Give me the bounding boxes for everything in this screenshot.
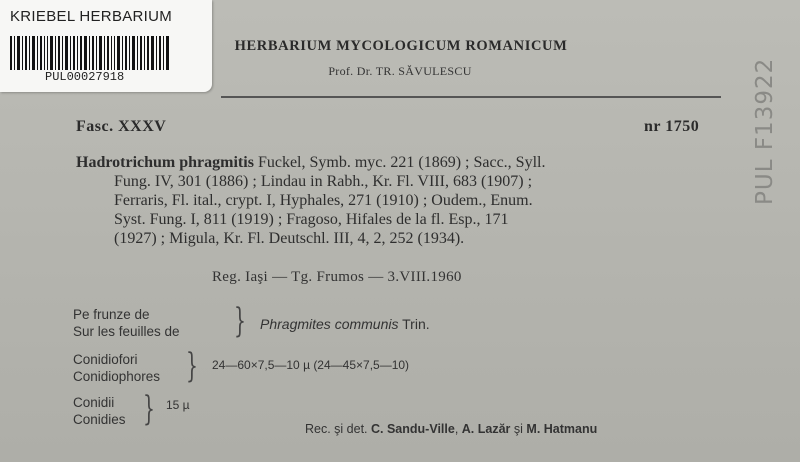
citation-line-3: Ferraris, Fl. ital., crypt. I, Hyphales, 271 (1910) ; Oudem., Enum. bbox=[114, 192, 533, 209]
collectors-line bbox=[305, 422, 597, 436]
herbarium-title: HERBARIUM MYCOLOGICUM ROMANICUM bbox=[234, 38, 568, 54]
conidia-label-ro: Conidii bbox=[73, 395, 115, 410]
collector-1: C. Sandu-Ville bbox=[371, 422, 455, 436]
collectors-sep-2: şi bbox=[510, 422, 527, 436]
conidia-label bbox=[73, 394, 126, 428]
collector-3: M. Hatmanu bbox=[526, 422, 598, 436]
handwritten-catalog-number: PUL F13922 bbox=[752, 57, 778, 205]
conidiophores-brace: } bbox=[186, 346, 198, 386]
host-label-fr: Sur les feuilles de bbox=[73, 324, 180, 339]
fascicle-label: Fasc. XXXV bbox=[76, 118, 167, 135]
citation-line-4: Syst. Fung. I, 811 (1919) ; Fragoso, Hifales de la fl. Esp., 171 bbox=[114, 211, 509, 228]
conidiophores-measure: 24—60×7,5—10 µ (24—45×7,5—10) bbox=[212, 358, 410, 372]
citation-line-5: (1927) ; Migula, Kr. Fl. Deutschl. III, 4, 2, 252 (1934). bbox=[114, 230, 465, 247]
host-label bbox=[73, 306, 180, 340]
taxonomic-citation bbox=[76, 153, 720, 248]
conidiophores-label-fr: Conidiophores bbox=[73, 369, 161, 384]
barcode-id: PUL00027918 bbox=[45, 70, 125, 84]
conidiophores-label bbox=[73, 351, 160, 385]
specimen-number: nr 1750 bbox=[644, 118, 700, 135]
collector-2: A. Lazăr bbox=[461, 422, 511, 436]
citation-line-1-rest: Fuckel, Symb. myc. 221 (1869) ; Sacc., Syll. bbox=[253, 154, 546, 171]
species-name: Hadrotrichum phragmitis bbox=[76, 154, 254, 171]
header-divider bbox=[221, 96, 721, 98]
host-name: Phragmites communis bbox=[260, 316, 399, 332]
host-author: Trin. bbox=[398, 316, 430, 332]
collectors-prefix: Rec. şi det. bbox=[305, 422, 371, 436]
conidia-label-fr: Conidies bbox=[73, 412, 126, 427]
barcode-image bbox=[10, 36, 170, 70]
conidia-measure: 15 µ bbox=[166, 398, 190, 412]
citation-line-2: Fung. IV, 301 (1886) ; Lindau in Rabh., Kr. Fl. VIII, 683 (1907) ; bbox=[114, 173, 533, 190]
host-brace: } bbox=[234, 301, 246, 341]
locality-date: Reg. Iaşi — Tg. Frumos — 3.VIII.1960 bbox=[212, 269, 462, 285]
collectors-sep-1: , bbox=[454, 422, 462, 436]
conidia-brace: } bbox=[143, 389, 155, 429]
barcode-sticker bbox=[0, 0, 212, 92]
citation-line-1 bbox=[76, 153, 720, 172]
professor-line: Prof. Dr. TR. SĂVULESCU bbox=[328, 64, 472, 78]
conidiophores-label-ro: Conidiofori bbox=[73, 352, 138, 367]
host-label-ro: Pe frunze de bbox=[73, 307, 150, 322]
host-plant bbox=[260, 316, 430, 332]
sticker-title: KRIEBEL HERBARIUM bbox=[10, 8, 173, 25]
